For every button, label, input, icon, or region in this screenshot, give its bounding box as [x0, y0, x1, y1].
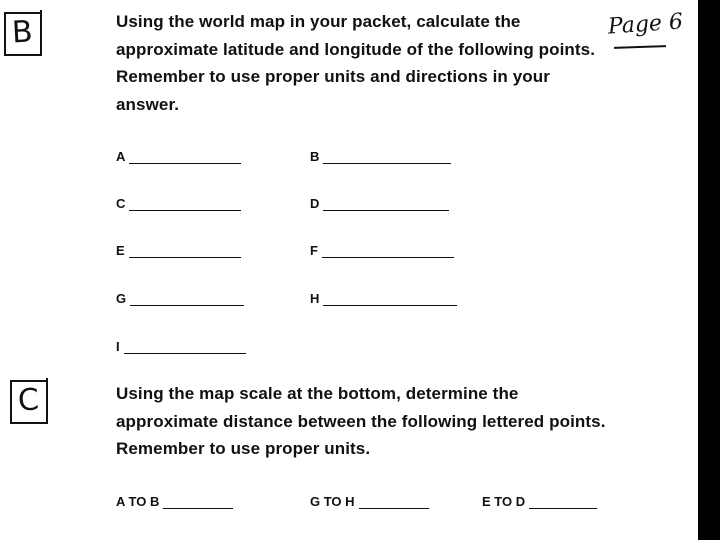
answer-blank[interactable] [129, 245, 241, 258]
answer-label: F [310, 243, 318, 258]
right-edge-strip [698, 0, 720, 540]
answer-line-e[interactable] [116, 238, 241, 258]
distance-line-a-to-b[interactable] [116, 489, 233, 509]
marker-box-edge [10, 380, 12, 424]
answer-label: E TO D [482, 494, 526, 509]
answer-line-i[interactable] [116, 334, 246, 354]
answer-label: G TO H [310, 494, 355, 509]
section-c-letter: C [17, 382, 40, 419]
answer-label: D [310, 196, 320, 211]
section-c-marker [6, 378, 50, 426]
answer-blank[interactable] [359, 496, 429, 509]
marker-box-edge [4, 12, 6, 56]
answer-blank[interactable] [124, 341, 246, 354]
answer-label: H [310, 291, 320, 306]
answer-blank[interactable] [129, 198, 241, 211]
answer-label: A [116, 149, 126, 164]
answer-line-g[interactable] [116, 286, 244, 306]
distance-line-e-to-d[interactable] [482, 489, 597, 509]
answer-blank[interactable] [130, 293, 244, 306]
section-b-letter: B [11, 14, 34, 51]
answer-blank[interactable] [323, 151, 451, 164]
answer-blank[interactable] [163, 496, 233, 509]
answer-blank[interactable] [323, 198, 449, 211]
answer-line-h[interactable] [310, 286, 457, 306]
marker-box-edge [40, 10, 42, 56]
marker-box-edge [46, 378, 48, 424]
answer-blank[interactable] [529, 496, 597, 509]
answer-label: C [116, 196, 126, 211]
answer-label: I [116, 339, 120, 354]
answer-line-b[interactable] [310, 144, 451, 164]
section-b-marker [0, 10, 44, 58]
section-c-instructions: Using the map scale at the bottom, determine the approximate distance between the following lettered points. Remember to use proper units. [116, 384, 606, 458]
answer-label: E [116, 243, 125, 258]
answer-blank[interactable] [129, 151, 241, 164]
marker-box-edge [10, 422, 48, 424]
answer-label: B [310, 149, 320, 164]
answer-label: A TO B [116, 494, 160, 509]
answer-blank[interactable] [323, 293, 457, 306]
distance-line-g-to-h[interactable] [310, 489, 429, 509]
handwritten-page-note: Page 6 [607, 9, 684, 40]
marker-box-edge [4, 54, 42, 56]
answer-label: G [116, 291, 127, 306]
marker-box-edge [4, 12, 42, 14]
section-b-instructions: Using the world map in your packet, calculate the approximate latitude and longitude of the following points. Remember to use proper units and directions in your answer. [116, 12, 596, 114]
answer-line-f[interactable] [310, 238, 454, 258]
answer-line-a[interactable] [116, 144, 241, 164]
marker-box-edge [10, 380, 48, 382]
answer-line-d[interactable] [310, 191, 449, 211]
answer-line-c[interactable] [116, 191, 241, 211]
answer-blank[interactable] [322, 245, 454, 258]
page-note-underline [614, 45, 666, 49]
